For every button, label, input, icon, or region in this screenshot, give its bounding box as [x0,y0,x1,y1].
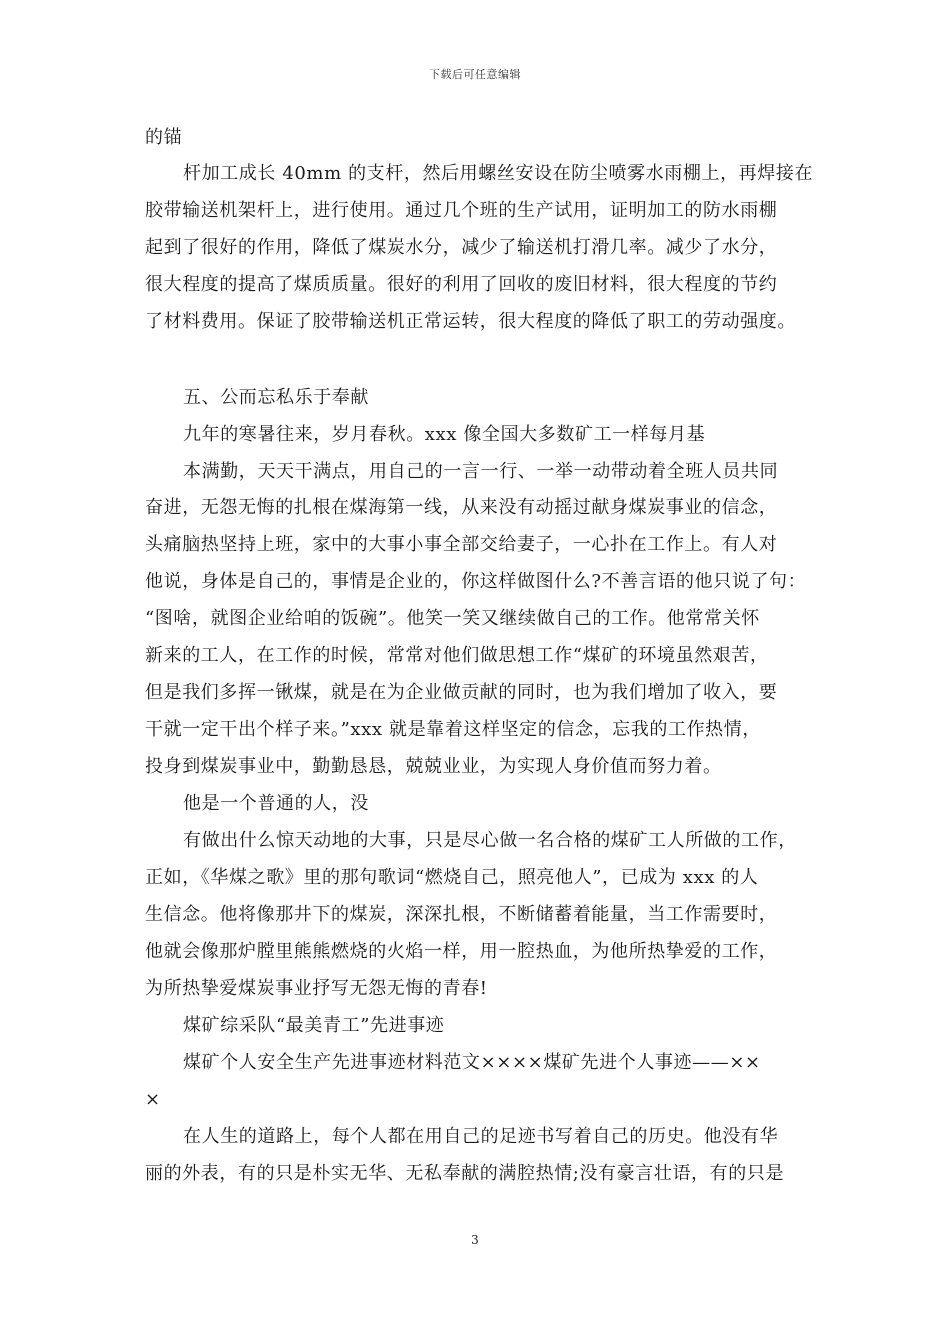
text-line: 他就会像那炉膛里熊熊燃烧的火焰一样，用一腔热血，为他所热挚爱的工作， [145,941,778,962]
text-line: 有做出什么惊天动地的大事，只是尽心做一名合格的煤矿工人所做的工作， [183,830,797,851]
text-line: 的锚 [145,127,183,148]
text-line: 他说，身体是自己的，事情是企业的，你这样做图什么?不善言语的他只说了句： [145,571,807,592]
text-line: 头痛脑热坚持上班，家中的大事小事全部交给妻子，一心扑在工作上。有人对 [145,534,778,555]
text-line: 很大程度的提高了煤质质量。很好的利用了回收的废旧材料，很大程度的节约 [145,274,778,295]
text-line: × [145,1089,161,1110]
text-line: 新来的工人，在工作的时候，常常对他们做思想工作“煤矿的环境虽然艰苦， [145,645,769,666]
text-line: 他是一个普通的人，没 [183,793,369,814]
text-line: 奋进，无怨无悔的扎根在煤海第一线，从来没有动摇过献身煤炭事业的信念， [145,497,778,518]
text-line: 但是我们多挥一锹煤，就是在为企业做贡献的同时，也为我们增加了收入，要 [145,682,778,703]
text-line: 丽的外表，有的只是朴实无华、无私奉献的满腔热情;没有豪言壮语，有的只是 [145,1163,785,1184]
section-heading: 五、公而忘私乐于奉献 [183,387,369,408]
text-line: 胶带输送机架杆上，进行使用。通过几个班的生产试用，证明加工的防水雨棚 [145,200,778,221]
text-line: 煤矿个人安全生产先进事迹材料范文××××煤矿先进个人事迹——×× [183,1052,761,1073]
text-line: 投身到煤炭事业中，勤勤恳恳，兢兢业业，为实现人身价值而努力着。 [145,756,722,777]
text-line: 在人生的道路上，每个人都在用自己的足迹书写着自己的历史。他没有华 [183,1126,779,1147]
text-line: 为所热挚爱煤炭事业抒写无怨无悔的青春! [145,978,488,999]
text-line: 了材料费用。保证了胶带输送机正常运转，很大程度的降低了职工的劳动强度。 [145,311,796,332]
text-line: “图啥，就图企业给咱的饭碗”。他笑一笑又继续做自己的工作。他常常关怀 [145,608,760,629]
text-line: 生信念。他将像那井下的煤炭，深深扎根，不断储蓄着能量，当工作需要时， [145,904,778,925]
text-line: 九年的寒暑往来，岁月春秋。xxx 像全国大多数矿工一样每月基 [183,424,706,445]
text-line: 正如，《华煤之歌》里的那句歌词“燃烧自己，照亮他人”，已成为 xxx 的人 [145,867,759,888]
page-header: 下载后可任意编辑 [429,68,521,81]
text-line: 干就一定干出个样子来。”xxx 就是靠着这样坚定的信念，忘我的工作热情， [145,719,761,740]
article-title: 煤矿综采队“最美青工”先进事迹 [183,1015,445,1036]
page-number: 3 [471,1233,479,1247]
text-line: 起到了很好的作用，降低了煤炭水分，减少了输送机打滑几率。减少了水分， [145,237,778,258]
text-line: 杆加工成长 40mm 的支杆，然后用螺丝安设在防尘喷雾水雨棚上，再焊接在 [183,163,814,184]
text-line: 本满勤，天天干满点，用自己的一言一行、一举一动带动着全班人员共同 [183,461,779,482]
